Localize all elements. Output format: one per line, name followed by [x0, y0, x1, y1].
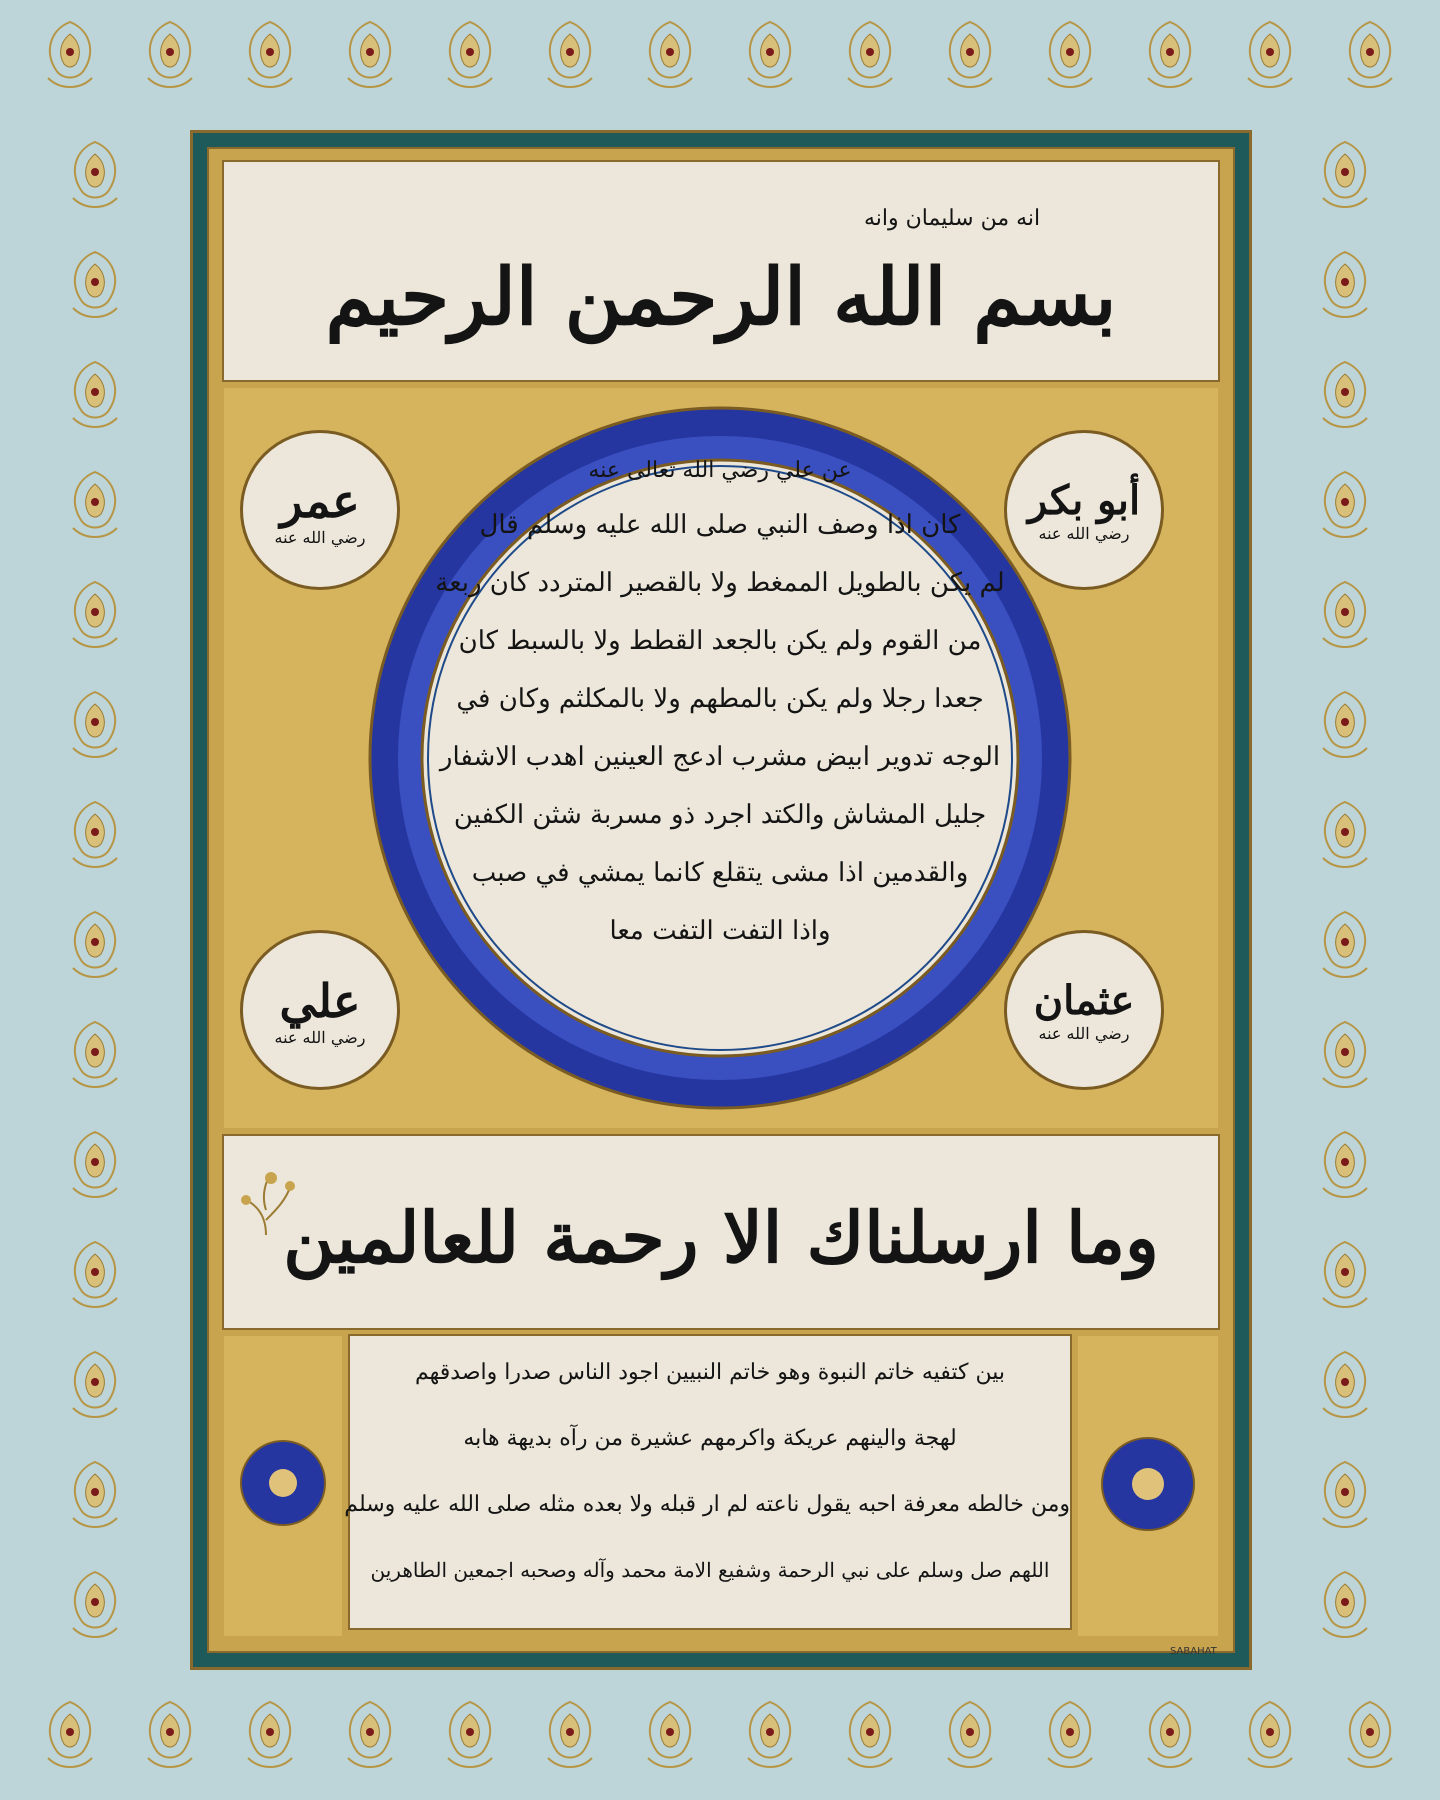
roundel-top-left-name: عمر: [280, 473, 360, 528]
top-border-motifs: [48, 22, 1392, 87]
center-line-3: لم يكن بالطويل الممغط ولا بالقصير المتردد كان ربعة: [435, 568, 1005, 598]
roundel-top-right: [1004, 430, 1164, 590]
verse-panel: [222, 1134, 1220, 1330]
bottom-text-panel: [344, 1334, 1072, 1630]
bottom-line-3: ومن خالطه معرفة احبه يقول ناعته لم ار قبله ولا بعده مثله صلى الله عليه وسلم: [344, 1492, 1070, 1517]
signature: SABAHAT: [1170, 1646, 1217, 1657]
right-border-motifs: [1323, 142, 1367, 1637]
center-line-1: عن علي رضي الله تعالى عنه: [588, 458, 852, 483]
roundel-bottom-left: [240, 930, 400, 1090]
verse-text: وما ارسلناك الا رحمة للعالمين: [283, 1196, 1159, 1279]
center-line-7: جليل المشاش والكتد اجرد ذو مسربة شثن الكفين: [453, 800, 987, 830]
roundel-bottom-left-name: علي: [279, 973, 361, 1028]
center-line-9: واذا التفت التفت معا: [609, 916, 831, 946]
center-line-2: كان اذا وصف النبي صلى الله عليه وسلم قال: [479, 510, 961, 540]
bottom-left-rosette: [238, 1438, 328, 1528]
roundel-top-right-name: أبو بكر: [1027, 477, 1141, 524]
bottom-line-2: لهجة والينهم عريكة واكرمهم عشيرة من رآه بديهة هابه: [463, 1426, 957, 1451]
roundel-bottom-right-name: عثمان: [1033, 977, 1135, 1024]
roundel-top-left-sub: رضي الله عنه: [274, 527, 366, 547]
center-line-6: الوجه تدوير ابيض مشرب ادعج العينين اهدب الاشفار: [439, 742, 1001, 772]
central-text-block: [420, 450, 1020, 1030]
bottom-right-rosette: [1098, 1434, 1198, 1534]
center-line-4: من القوم ولم يكن بالجعد القطط ولا بالسبط كان: [458, 626, 982, 656]
center-line-5: جعدا رجلا ولم يكن بالمطهم ولا بالمكلثم وكان في: [456, 684, 984, 714]
roundel-bottom-right: [1004, 930, 1164, 1090]
roundel-top-right-sub: رضي الله عنه: [1038, 524, 1130, 543]
roundel-bottom-right-sub: رضي الله عنه: [1038, 1024, 1130, 1043]
roundel-top-left: [240, 430, 400, 590]
roundel-bottom-left-sub: رضي الله عنه: [274, 1027, 366, 1047]
basmala-small-line: انه من سليمان وانه: [864, 206, 1041, 231]
basmala-panel: [222, 160, 1220, 382]
bottom-line-4: اللهم صل وسلم على نبي الرحمة وشفيع الامة محمد وآله وصحبه اجمعين الطاهرين: [370, 1558, 1050, 1582]
basmala-text: بسم الله الرحمن الرحيم: [325, 252, 1117, 343]
center-line-8: والقدمين اذا مشى يتقلع كانما يمشي في صبب: [471, 858, 969, 888]
left-border-motifs: [73, 142, 117, 1637]
bottom-border-motifs: [48, 1702, 1392, 1767]
bottom-line-1: بين كتفيه خاتم النبوة وهو خاتم النبيين اجود الناس صدرا واصدقهم: [414, 1360, 1006, 1385]
